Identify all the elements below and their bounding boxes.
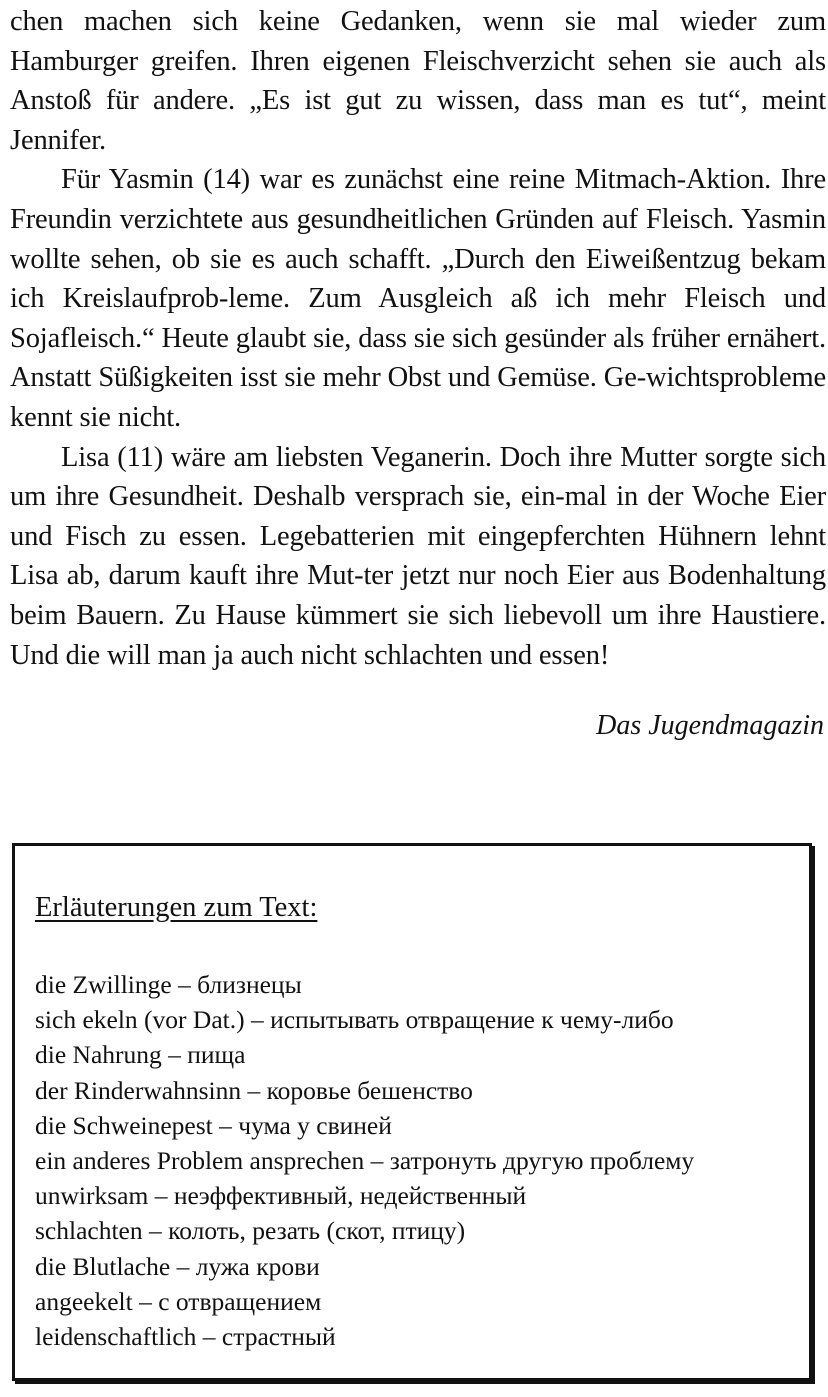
article-text bbox=[10, 2, 826, 675]
paragraph-1: chen machen sich keine Gedanken, wenn sie mal wieder zum Hamburger greifen. Ihren eigenen Fleischverzicht sehen sie auch als Anstoß für andere. „Es ist gut zu wissen, dass man es tut“, meint Jennifer. bbox=[10, 6, 826, 156]
glossary-item: die Nahrung – пища bbox=[35, 1040, 246, 1070]
glossary-item: ein anderes Problem ansprechen – затронуть другую проблему bbox=[35, 1146, 695, 1176]
glossary-list bbox=[35, 967, 694, 1354]
glossary-item: schlachten – колоть, резать (скот, птицу) bbox=[35, 1216, 466, 1246]
paragraph-2: Für Yasmin (14) war es zunächst eine reine Mitmach-Aktion. Ihre Freundin verzichtete aus gesundheitlichen Gründen auf Fleisch. Yasmin wollte sehen, ob sie es auch schafft. „Durch den Eiweißentzug bekam ich Kreislaufprob-leme. Zum Ausgleich aß ich mehr Fleisch und Sojafleisch.“ Heute glaubt sie, dass sie sich gesünder als früher ernähert. Anstatt Süßigkeiten isst sie mehr Obst und Gemüse. Ge-wichtsprobleme kennt sie nicht. bbox=[10, 164, 826, 433]
glossary-item: die Blutlache – лужа крови bbox=[35, 1251, 320, 1281]
article-source: Das Jugendmagazin bbox=[596, 710, 824, 741]
glossary-box bbox=[12, 843, 812, 1381]
glossary-item: die Zwillinge – близнецы bbox=[35, 970, 302, 999]
glossary-item: die Schweinepest – чума у свиней bbox=[35, 1110, 392, 1140]
glossary-title: Erläuterungen zum Text: bbox=[35, 892, 318, 923]
paragraph-3: Lisa (11) wäre am liebsten Veganerin. Doch ihre Mutter sorgte sich um ihre Gesundheit. Deshalb versprach sie, ein-mal in der Woche Eier und Fisch zu essen. Legebatterien mit eingepferchten Hühnern lehnt Lisa ab, darum kauft ihre Mut-ter jetzt nur noch Eier aus Bodenhaltung beim Bauern. Zu Hause kümmert sie sich liebevoll um ihre Haustiere. Und die will man ja auch nicht schlachten und essen! bbox=[10, 441, 826, 671]
glossary-item: der Rinderwahnsinn – коровье бешенство bbox=[35, 1075, 473, 1105]
glossary-item: leidenschaftlich – страстный bbox=[35, 1322, 336, 1352]
glossary-item: unwirksam – неэффективный, недейственный bbox=[35, 1181, 527, 1211]
glossary-item: angeekelt – с отвращением bbox=[35, 1286, 322, 1316]
glossary-item: sich ekeln (vor Dat.) – испытывать отвращение к чему-либо bbox=[35, 1005, 674, 1035]
